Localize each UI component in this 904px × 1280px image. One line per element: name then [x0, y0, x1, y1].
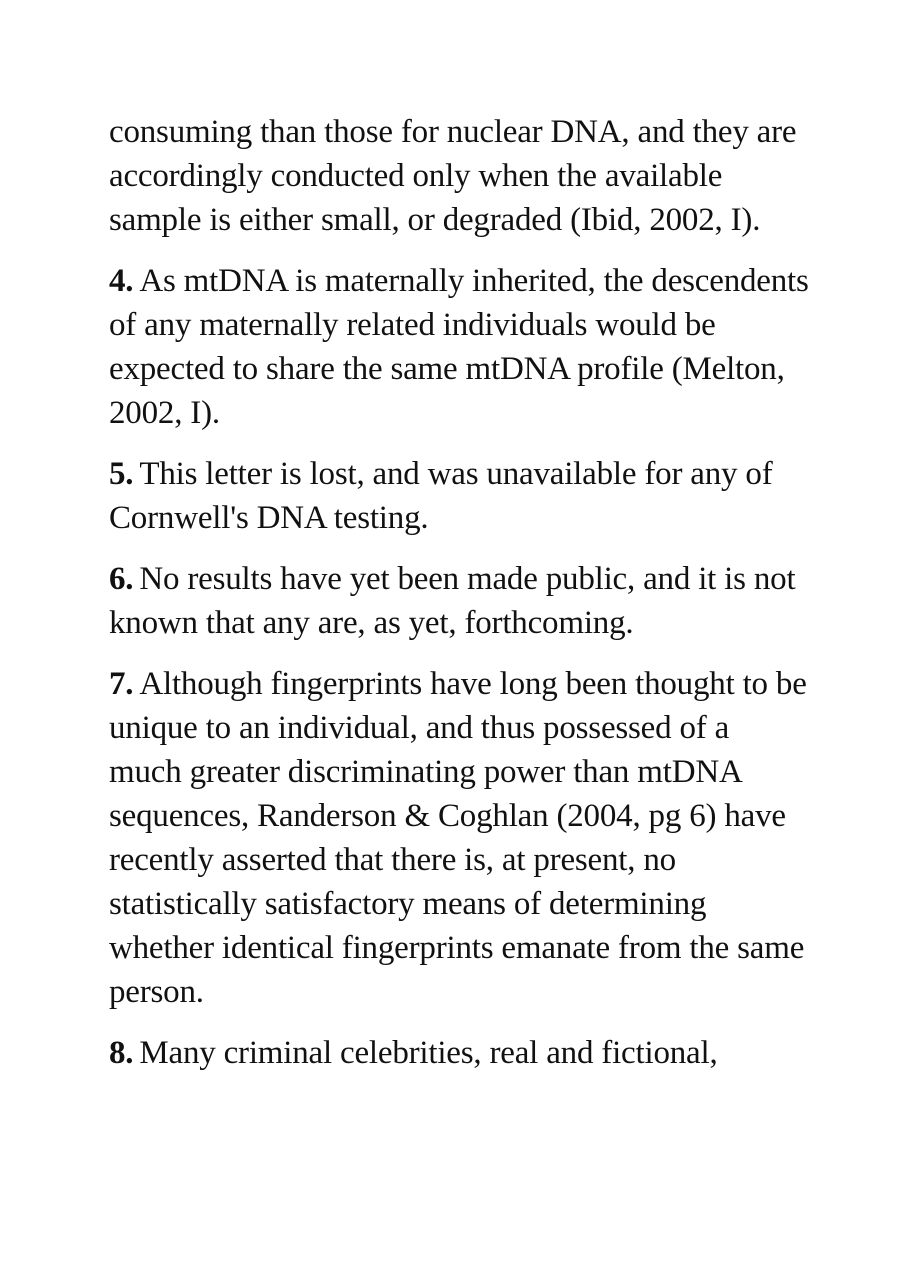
- note-number: 5.: [109, 456, 134, 492]
- note-text: Although fingerprints have long been thought to be unique to an individual, and thus possessed of a much greater discriminating power than mtDNA sequences, Randerson & Coghlan (2004, pg 6) have recently asserted that there is, at present, no statistically satisfactory means of determining whether identical fingerprints emanate from the same person.: [109, 666, 807, 1010]
- note-number: 6.: [109, 561, 134, 597]
- note-5: [109, 452, 809, 540]
- note-continuation: [109, 110, 809, 242]
- note-number: 8.: [109, 1035, 134, 1071]
- note-text: As mtDNA is maternally inherited, the descendents of any maternally related individuals would be expected to share the same mtDNA profile (Melton, 2002, I).: [109, 263, 809, 431]
- note-text: consuming than those for nuclear DNA, and they are accordingly conducted only when the available sample is either small, or degraded (Ibid, 2002, I).: [109, 114, 797, 238]
- note-text: This letter is lost, and was unavailable for any of Cornwell's DNA testing.: [109, 456, 773, 536]
- note-number: 7.: [109, 666, 134, 702]
- note-8: [109, 1031, 809, 1075]
- note-text: Many criminal celebrities, real and fictional,: [139, 1035, 718, 1071]
- note-number: 4.: [109, 263, 134, 299]
- note-text: No results have yet been made public, and it is not known that any are, as yet, forthcoming.: [109, 561, 796, 641]
- notes-page: [109, 110, 809, 1092]
- note-6: [109, 557, 809, 645]
- note-4: [109, 259, 809, 435]
- note-7: [109, 662, 809, 1014]
